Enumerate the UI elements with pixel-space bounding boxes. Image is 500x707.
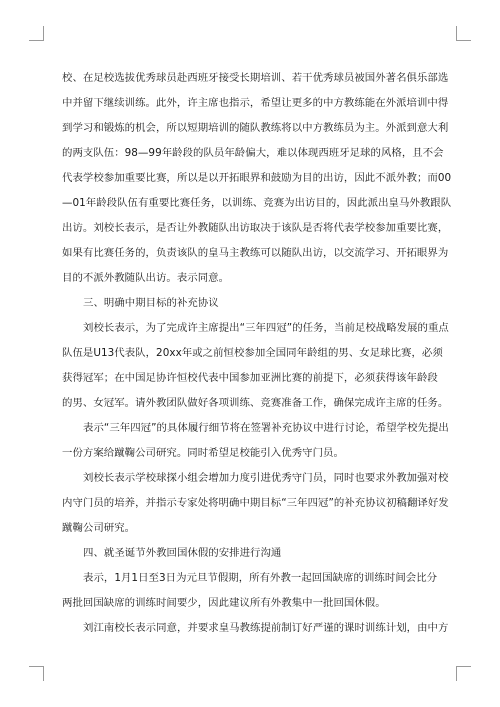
body-line: 到学习和锻炼的机会，所以短期培训的随队教练将以中方教练员为主。外派到意大利: [62, 122, 449, 134]
body-line: 校、在足校选拔优秀球员赴西班牙接受长期培训、若干优秀球员被国外著名俱乐部选: [62, 72, 449, 84]
body-line: 表示“三年四冠”的具体履行细节将在签署补充协议中进行讨论，希望学校先提出: [83, 422, 449, 434]
body-line: 出访。刘校长表示，是否让外教随队出访取决于该队是否将代表学校参加重要比赛，: [62, 222, 449, 234]
crop-mark-top-right: [456, 26, 471, 41]
body-line: 代表学校参加重要比赛，所以是以开拓眼界和鼓励为目的出访，因此不派外教；而00: [62, 172, 452, 184]
section-heading: 三、明确中期目标的补充协议: [83, 297, 219, 309]
section-heading: 四、就圣诞节外教回国休假的安排进行沟通: [83, 547, 282, 559]
crop-mark-bottom-left: [29, 666, 44, 681]
body-line: 的两支队伍：98—99年龄段的队员年龄偏大，难以体现西班牙足球的风格，且不会: [62, 147, 444, 159]
body-line: 的男、女冠军。请外教团队做好各项训练、竞赛准备工作，确保完成许主席的任务。: [62, 397, 449, 409]
body-line: 队伍是U13代表队，20xx年或之前恒校参加全国同年龄组的男、女足球比赛，必须: [62, 347, 443, 359]
crop-mark-top-left: [29, 26, 44, 41]
body-line: 刘校长表示学校球探小组会增加力度引进优秀守门员，同时也要求外教加强对校: [83, 472, 449, 484]
body-line: —01年龄段队伍有重要比赛任务，以训练、竞赛为出访目的，因此派出皇马外教跟队: [62, 197, 452, 209]
body-line: 刘江南校长表示同意，并要求皇马教练提前制订好严谨的课时训练计划，由中方: [83, 622, 449, 634]
body-line: 蹴鞠公司研究。: [62, 522, 136, 534]
body-line: 如果有比赛任务的，负责该队的皇马主教练可以随队出访，以交流学习、开拓眼界为: [62, 247, 449, 259]
body-line: 获得冠军；在中国足协许恒校代表中国参加亚洲比赛的前提下，必须获得该年龄段: [62, 372, 438, 384]
body-line: 目的不派外教随队出访。表示同意。: [62, 272, 230, 284]
crop-mark-bottom-right: [456, 666, 471, 681]
body-line: 内守门员的培养，并指示专家处将明确中期目标“三年四冠”的补充协议初稿翻译好发: [62, 497, 449, 509]
body-line: 表示，1月1日至3日为元旦节假期，所有外教一起回国缺席的训练时间会比分: [83, 572, 438, 584]
body-line: 一份方案给蹴鞠公司研究。同时希望足校能引入优秀守门员。: [62, 447, 344, 459]
body-line: 中并留下继续训练。此外，许主席也指示，希望让更多的中方教练能在外派培训中得: [62, 97, 449, 109]
body-line: 刘校长表示，为了完成许主席提出“三年四冠”的任务，当前足校战略发展的重点: [83, 322, 449, 334]
body-line: 两批回国缺席的训练时间要少，因此建议所有外教集中一批回国休假。: [62, 597, 386, 609]
